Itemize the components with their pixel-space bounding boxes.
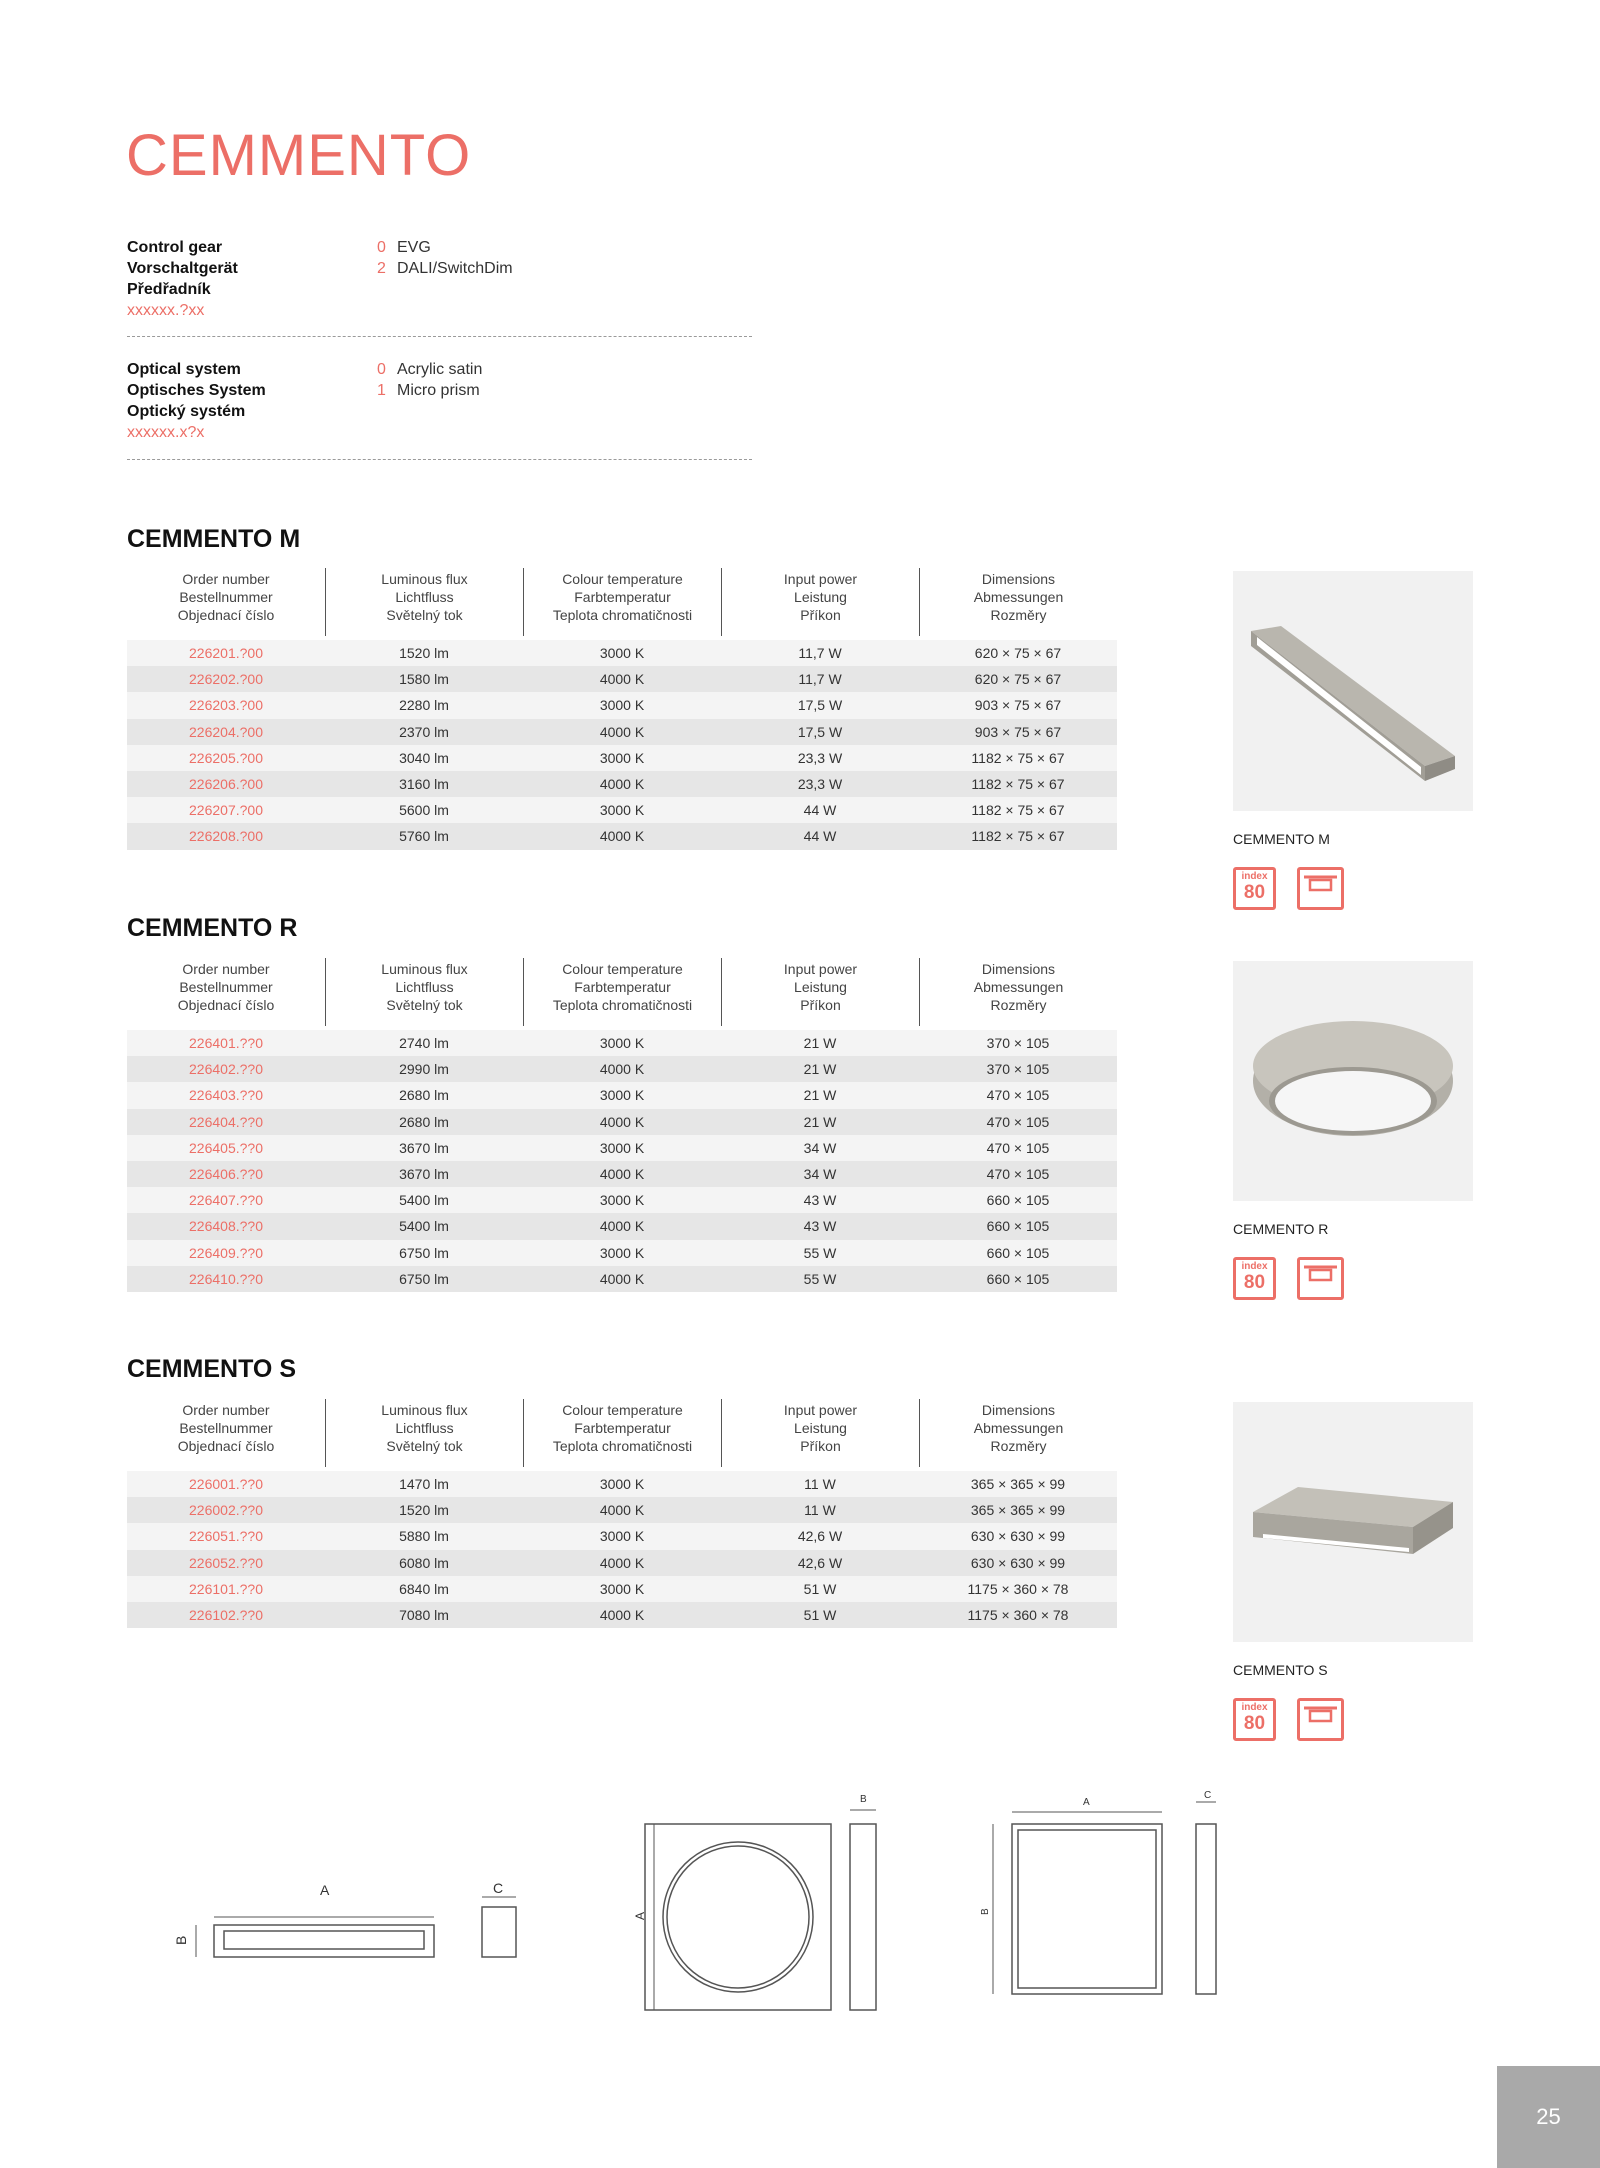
order-number-cell: 226408.??0 bbox=[189, 1218, 263, 1235]
column-header-line: Luminous flux bbox=[381, 961, 468, 977]
table-cell: 42,6 W bbox=[797, 1528, 843, 1545]
column-header-line: Lichtfluss bbox=[395, 1420, 454, 1436]
option-number: 1 bbox=[377, 382, 386, 399]
surface-mount-icon bbox=[1297, 1257, 1344, 1300]
table-row bbox=[127, 1161, 1117, 1187]
order-number-cell: 226402.??0 bbox=[189, 1061, 263, 1078]
order-number-cell: 226051.??0 bbox=[189, 1528, 263, 1545]
table-row bbox=[127, 823, 1117, 849]
column-header bbox=[919, 1399, 1117, 1467]
column-header bbox=[919, 568, 1117, 636]
table-cell: 44 W bbox=[803, 828, 837, 845]
table-row bbox=[127, 1240, 1117, 1266]
column-header-line: Rozměry bbox=[990, 997, 1047, 1013]
table-cell: 2990 lm bbox=[399, 1061, 449, 1078]
table-row bbox=[127, 1602, 1117, 1628]
order-number-cell: 226403.??0 bbox=[189, 1087, 263, 1104]
table-cell: 365 × 365 × 99 bbox=[970, 1476, 1066, 1493]
table-cell: 4000 K bbox=[599, 1607, 645, 1624]
table-cell: 4000 K bbox=[599, 1554, 645, 1571]
table-cell: 620 × 75 × 67 bbox=[974, 671, 1062, 688]
option-label: Acrylic satin bbox=[397, 361, 483, 378]
table-row bbox=[127, 1030, 1117, 1056]
order-number-cell: 226401.??0 bbox=[189, 1035, 263, 1052]
table-row bbox=[127, 771, 1117, 797]
order-number-cell: 226404.??0 bbox=[189, 1113, 263, 1130]
optical-system-block bbox=[127, 359, 752, 464]
table-cell: 5880 lm bbox=[399, 1528, 449, 1545]
dimension-label-a-square: A bbox=[1083, 1797, 1090, 1808]
surface-mount-icon bbox=[1297, 867, 1344, 910]
control-gear-option bbox=[377, 258, 513, 279]
column-header-line: Rozměry bbox=[990, 1438, 1047, 1454]
table-cell: 11,7 W bbox=[798, 645, 842, 662]
table-cell: 3000 K bbox=[599, 1244, 645, 1261]
order-number-cell: 226405.??0 bbox=[189, 1139, 263, 1156]
table-cell: 23,3 W bbox=[797, 749, 843, 766]
table-row bbox=[127, 640, 1117, 666]
column-header-line: Leistung bbox=[794, 1420, 847, 1436]
column-header-line: Příkon bbox=[800, 997, 841, 1013]
column-header bbox=[523, 568, 721, 636]
control-gear-options bbox=[377, 237, 513, 279]
order-number-cell: 226052.??0 bbox=[189, 1554, 263, 1571]
table-cell: 470 × 105 bbox=[986, 1166, 1050, 1183]
table-cell: 470 × 105 bbox=[986, 1087, 1050, 1104]
table-cell: 4000 K bbox=[599, 723, 645, 740]
column-header bbox=[523, 958, 721, 1026]
order-number-cell: 226101.??0 bbox=[189, 1580, 263, 1597]
table-row bbox=[127, 1576, 1117, 1602]
table-cell: 903 × 75 × 67 bbox=[974, 697, 1062, 714]
table-cell: 6750 lm bbox=[399, 1244, 449, 1261]
optical-system-option bbox=[377, 359, 482, 380]
order-number-cell: 226208.?00 bbox=[189, 828, 263, 845]
table-cell: 1470 lm bbox=[399, 1476, 449, 1493]
table-row bbox=[127, 1266, 1117, 1292]
table-row bbox=[127, 1082, 1117, 1108]
drawing-linear-luminaire bbox=[196, 1897, 516, 1957]
column-header-line: Abmessungen bbox=[973, 1420, 1064, 1436]
column-header bbox=[721, 1399, 919, 1467]
column-header-line: Lichtfluss bbox=[395, 589, 454, 605]
option-number: 0 bbox=[377, 239, 386, 256]
table-body bbox=[127, 1471, 1117, 1628]
table-row bbox=[127, 1056, 1117, 1082]
table-cell: 5400 lm bbox=[399, 1192, 449, 1209]
order-number-cell: 226409.??0 bbox=[189, 1244, 263, 1261]
table-row bbox=[127, 1550, 1117, 1576]
order-number-cell: 226201.?00 bbox=[189, 645, 263, 662]
luminaire-illustration bbox=[1233, 1402, 1473, 1642]
table-cell: 5760 lm bbox=[399, 828, 449, 845]
column-header bbox=[721, 958, 919, 1026]
table-cell: 903 × 75 × 67 bbox=[974, 723, 1062, 740]
control-gear-block bbox=[127, 237, 752, 342]
table-cell: 3000 K bbox=[599, 802, 645, 819]
table-cell: 4000 K bbox=[599, 1061, 645, 1078]
table-cell: 3000 K bbox=[599, 645, 645, 662]
column-header bbox=[523, 1399, 721, 1467]
dimension-label-c-square: C bbox=[1204, 1790, 1212, 1801]
table-row bbox=[127, 1135, 1117, 1161]
column-header-line: Colour temperature bbox=[562, 961, 683, 977]
column-header-line: Bestellnummer bbox=[179, 979, 273, 995]
badge-small-text: index bbox=[1241, 871, 1268, 882]
dimension-label-b: B bbox=[173, 1935, 189, 1945]
dashed-divider bbox=[127, 336, 752, 337]
table-cell: 3000 K bbox=[599, 1580, 645, 1597]
column-header bbox=[325, 568, 523, 636]
column-header-line: Světelný tok bbox=[386, 1438, 463, 1454]
technical-drawings bbox=[0, 1780, 1600, 2030]
table-cell: 1580 lm bbox=[399, 671, 449, 688]
table-cell: 365 × 365 × 99 bbox=[970, 1502, 1066, 1519]
table-cell: 43 W bbox=[803, 1192, 837, 1209]
option-number: 0 bbox=[377, 361, 386, 378]
badge-small-text: index bbox=[1241, 1702, 1268, 1713]
column-header-line: Abmessungen bbox=[973, 589, 1064, 605]
column-header-line: Příkon bbox=[800, 1438, 841, 1454]
table-cell: 17,5 W bbox=[797, 723, 843, 740]
table-cell: 3000 K bbox=[599, 749, 645, 766]
table-cell: 1175 × 360 × 78 bbox=[967, 1580, 1069, 1597]
table-cell: 42,6 W bbox=[797, 1554, 843, 1571]
spec-table bbox=[127, 568, 1117, 850]
table-cell: 11,7 W bbox=[798, 671, 842, 688]
product-photo bbox=[1233, 1402, 1473, 1642]
table-row bbox=[127, 1471, 1117, 1497]
column-header-line: Objednací číslo bbox=[177, 607, 275, 623]
table-cell: 3000 K bbox=[599, 1139, 645, 1156]
table-cell: 51 W bbox=[803, 1580, 837, 1597]
order-number-cell: 226406.??0 bbox=[189, 1166, 263, 1183]
product-photo bbox=[1233, 571, 1473, 811]
order-number-cell: 226207.?00 bbox=[189, 802, 263, 819]
table-cell: 5600 lm bbox=[399, 802, 449, 819]
column-header-line: Luminous flux bbox=[381, 1402, 468, 1418]
table-cell: 3670 lm bbox=[399, 1139, 449, 1156]
order-number-cell: 226002.??0 bbox=[189, 1502, 263, 1519]
column-header-line: Teplota chromatičnosti bbox=[552, 1438, 693, 1454]
control-gear-label-de: Vorschaltgerät bbox=[127, 260, 238, 277]
table-cell: 2680 lm bbox=[399, 1087, 449, 1104]
table-cell: 4000 K bbox=[599, 1166, 645, 1183]
table-cell: 51 W bbox=[803, 1607, 837, 1624]
table-cell: 470 × 105 bbox=[986, 1139, 1050, 1156]
table-cell: 4000 K bbox=[599, 671, 645, 688]
order-number-cell: 226001.??0 bbox=[189, 1476, 263, 1493]
column-header-line: Colour temperature bbox=[562, 571, 683, 587]
column-header bbox=[325, 1399, 523, 1467]
table-row bbox=[127, 1497, 1117, 1523]
dimension-label-b-square: B bbox=[980, 1908, 991, 1915]
table-cell: 2280 lm bbox=[399, 697, 449, 714]
table-cell: 3000 K bbox=[599, 1192, 645, 1209]
column-header-line: Objednací číslo bbox=[177, 997, 275, 1013]
table-cell: 1182 × 75 × 67 bbox=[971, 828, 1065, 845]
table-cell: 470 × 105 bbox=[986, 1113, 1050, 1130]
table-cell: 5400 lm bbox=[399, 1218, 449, 1235]
column-header-line: Input power bbox=[783, 961, 858, 977]
option-label: DALI/SwitchDim bbox=[397, 260, 513, 277]
product-photo bbox=[1233, 961, 1473, 1201]
column-header-line: Order number bbox=[182, 1402, 270, 1418]
column-header-line: Rozměry bbox=[990, 607, 1047, 623]
table-cell: 3000 K bbox=[599, 1476, 645, 1493]
column-header-line: Leistung bbox=[794, 979, 847, 995]
column-header bbox=[127, 568, 325, 636]
optical-system-label-cz: Optický systém bbox=[127, 403, 246, 420]
table-body bbox=[127, 640, 1117, 850]
column-header-line: Světelný tok bbox=[386, 997, 463, 1013]
table-row bbox=[127, 1109, 1117, 1135]
section-title: CEMMENTO M bbox=[127, 525, 301, 553]
table-cell: 3670 lm bbox=[399, 1166, 449, 1183]
column-header-line: Farbtemperatur bbox=[574, 1420, 671, 1436]
option-number: 2 bbox=[377, 260, 386, 277]
surface-mount-icon bbox=[1297, 1698, 1344, 1741]
table-cell: 11 W bbox=[804, 1502, 836, 1519]
column-header-line: Luminous flux bbox=[381, 571, 468, 587]
table-cell: 11 W bbox=[804, 1476, 836, 1493]
table-body bbox=[127, 1030, 1117, 1292]
badge-small-text: index bbox=[1241, 1261, 1268, 1272]
dimension-label-a: A bbox=[320, 1882, 330, 1898]
column-header-line: Bestellnummer bbox=[179, 589, 273, 605]
table-cell: 3000 K bbox=[599, 1087, 645, 1104]
index-80-badge-icon bbox=[1233, 1698, 1276, 1741]
order-number-cell: 226205.?00 bbox=[189, 749, 263, 766]
column-header-line: Farbtemperatur bbox=[574, 979, 671, 995]
control-gear-labels bbox=[127, 237, 238, 321]
column-header-line: Bestellnummer bbox=[179, 1420, 273, 1436]
column-header-line: Teplota chromatičnosti bbox=[552, 607, 693, 623]
table-cell: 4000 K bbox=[599, 776, 645, 793]
order-number-cell: 226204.?00 bbox=[189, 723, 263, 740]
column-header-line: Dimensions bbox=[981, 961, 1056, 977]
photo-caption: CEMMENTO R bbox=[1233, 1221, 1329, 1237]
control-gear-code: xxxxxx.?xx bbox=[127, 302, 205, 319]
table-cell: 21 W bbox=[803, 1087, 837, 1104]
table-cell: 6750 lm bbox=[399, 1270, 449, 1287]
option-label: Micro prism bbox=[397, 382, 480, 399]
table-row bbox=[127, 719, 1117, 745]
table-cell: 660 × 105 bbox=[986, 1218, 1050, 1235]
table-cell: 7080 lm bbox=[399, 1607, 449, 1624]
column-header bbox=[919, 958, 1117, 1026]
column-header-line: Farbtemperatur bbox=[574, 589, 671, 605]
order-number-cell: 226206.?00 bbox=[189, 776, 263, 793]
table-cell: 1175 × 360 × 78 bbox=[967, 1607, 1069, 1624]
dimension-label-c: C bbox=[493, 1880, 504, 1896]
table-cell: 55 W bbox=[803, 1244, 837, 1261]
table-cell: 3000 K bbox=[599, 1035, 645, 1052]
table-cell: 21 W bbox=[803, 1035, 837, 1052]
page-number: 25 bbox=[1536, 2104, 1561, 2129]
table-header bbox=[127, 958, 1117, 1026]
table-cell: 3040 lm bbox=[399, 749, 449, 766]
order-number-cell: 226410.??0 bbox=[189, 1270, 263, 1287]
table-row bbox=[127, 666, 1117, 692]
photo-caption: CEMMENTO M bbox=[1233, 831, 1330, 847]
page-title: CEMMENTO bbox=[126, 123, 472, 188]
column-header-line: Příkon bbox=[800, 607, 841, 623]
column-header-line: Světelný tok bbox=[386, 607, 463, 623]
spec-table bbox=[127, 1399, 1117, 1628]
table-cell: 630 × 630 × 99 bbox=[970, 1554, 1066, 1571]
optical-system-option bbox=[377, 380, 482, 401]
optical-system-label-de: Optisches System bbox=[127, 382, 266, 399]
table-header bbox=[127, 568, 1117, 636]
table-cell: 4000 K bbox=[599, 1113, 645, 1130]
table-cell: 4000 K bbox=[599, 828, 645, 845]
spec-table bbox=[127, 958, 1117, 1292]
table-cell: 23,3 W bbox=[797, 776, 843, 793]
table-cell: 1520 lm bbox=[399, 645, 449, 662]
badge-big-text: 80 bbox=[1243, 1713, 1266, 1734]
column-header-line: Abmessungen bbox=[973, 979, 1064, 995]
dimension-label-a-round: A bbox=[633, 1911, 647, 1920]
optical-system-labels bbox=[127, 359, 266, 443]
column-header-line: Objednací číslo bbox=[177, 1438, 275, 1454]
table-cell: 660 × 105 bbox=[986, 1270, 1050, 1287]
table-cell: 3000 K bbox=[599, 1528, 645, 1545]
control-gear-label-cz: Předřadník bbox=[127, 281, 211, 298]
table-cell: 660 × 105 bbox=[986, 1244, 1050, 1261]
table-cell: 1520 lm bbox=[399, 1502, 449, 1519]
table-cell: 4000 K bbox=[599, 1502, 645, 1519]
page-number-box bbox=[1497, 2066, 1600, 2168]
column-header-line: Order number bbox=[182, 961, 270, 977]
option-label: EVG bbox=[397, 239, 431, 256]
column-header-line: Dimensions bbox=[981, 571, 1056, 587]
table-cell: 3000 K bbox=[599, 697, 645, 714]
control-gear-label-en: Control gear bbox=[127, 239, 223, 256]
optical-system-options bbox=[377, 359, 482, 401]
badge-big-text: 80 bbox=[1243, 882, 1266, 903]
section-title: CEMMENTO R bbox=[127, 914, 298, 942]
optical-system-label-en: Optical system bbox=[127, 361, 241, 378]
control-gear-option bbox=[377, 237, 513, 258]
table-cell: 370 × 105 bbox=[986, 1035, 1050, 1052]
index-80-badge-icon bbox=[1233, 867, 1276, 910]
drawing-square-luminaire bbox=[993, 1802, 1216, 1994]
table-cell: 34 W bbox=[803, 1139, 837, 1156]
column-header-line: Input power bbox=[783, 571, 858, 587]
order-number-cell: 226202.?00 bbox=[189, 671, 263, 688]
column-header-line: Teplota chromatičnosti bbox=[552, 997, 693, 1013]
table-row bbox=[127, 692, 1117, 718]
table-cell: 660 × 105 bbox=[986, 1192, 1050, 1209]
column-header-line: Colour temperature bbox=[562, 1402, 683, 1418]
luminaire-illustration bbox=[1233, 961, 1473, 1201]
table-cell: 370 × 105 bbox=[986, 1061, 1050, 1078]
table-cell: 21 W bbox=[803, 1113, 837, 1130]
table-cell: 1182 × 75 × 67 bbox=[971, 776, 1065, 793]
table-cell: 34 W bbox=[803, 1166, 837, 1183]
photo-caption: CEMMENTO S bbox=[1233, 1662, 1328, 1678]
table-cell: 44 W bbox=[803, 802, 837, 819]
index-80-badge-icon bbox=[1233, 1257, 1276, 1300]
column-header-line: Lichtfluss bbox=[395, 979, 454, 995]
table-cell: 4000 K bbox=[599, 1270, 645, 1287]
drawing-round-luminaire bbox=[645, 1810, 876, 2010]
table-row bbox=[127, 797, 1117, 823]
table-cell: 1182 × 75 × 67 bbox=[971, 749, 1065, 766]
table-cell: 21 W bbox=[803, 1061, 837, 1078]
column-header-line: Input power bbox=[783, 1402, 858, 1418]
table-row bbox=[127, 1187, 1117, 1213]
table-cell: 3160 lm bbox=[399, 776, 449, 793]
column-header-line: Leistung bbox=[794, 589, 847, 605]
table-header bbox=[127, 1399, 1117, 1467]
order-number-cell: 226407.??0 bbox=[189, 1192, 263, 1209]
table-cell: 1182 × 75 × 67 bbox=[971, 802, 1065, 819]
column-header-line: Order number bbox=[182, 571, 270, 587]
section-title: CEMMENTO S bbox=[127, 1355, 296, 1383]
dimension-label-b-round: B bbox=[860, 1794, 867, 1805]
column-header bbox=[325, 958, 523, 1026]
table-cell: 55 W bbox=[803, 1270, 837, 1287]
table-row bbox=[127, 1523, 1117, 1549]
table-cell: 4000 K bbox=[599, 1218, 645, 1235]
column-header bbox=[127, 1399, 325, 1467]
dashed-divider bbox=[127, 459, 752, 460]
table-cell: 2370 lm bbox=[399, 723, 449, 740]
luminaire-illustration bbox=[1233, 571, 1473, 811]
table-cell: 17,5 W bbox=[797, 697, 843, 714]
column-header bbox=[721, 568, 919, 636]
table-cell: 2680 lm bbox=[399, 1113, 449, 1130]
table-cell: 43 W bbox=[803, 1218, 837, 1235]
table-cell: 6840 lm bbox=[399, 1580, 449, 1597]
table-cell: 6080 lm bbox=[399, 1554, 449, 1571]
table-cell: 630 × 630 × 99 bbox=[970, 1528, 1066, 1545]
optical-system-code: xxxxxx.x?x bbox=[127, 424, 205, 441]
table-row bbox=[127, 1213, 1117, 1239]
order-number-cell: 226203.?00 bbox=[189, 697, 263, 714]
table-cell: 620 × 75 × 67 bbox=[974, 645, 1062, 662]
column-header bbox=[127, 958, 325, 1026]
column-header-line: Dimensions bbox=[981, 1402, 1056, 1418]
order-number-cell: 226102.??0 bbox=[189, 1607, 263, 1624]
table-row bbox=[127, 745, 1117, 771]
table-cell: 2740 lm bbox=[399, 1035, 449, 1052]
badge-big-text: 80 bbox=[1243, 1272, 1266, 1293]
